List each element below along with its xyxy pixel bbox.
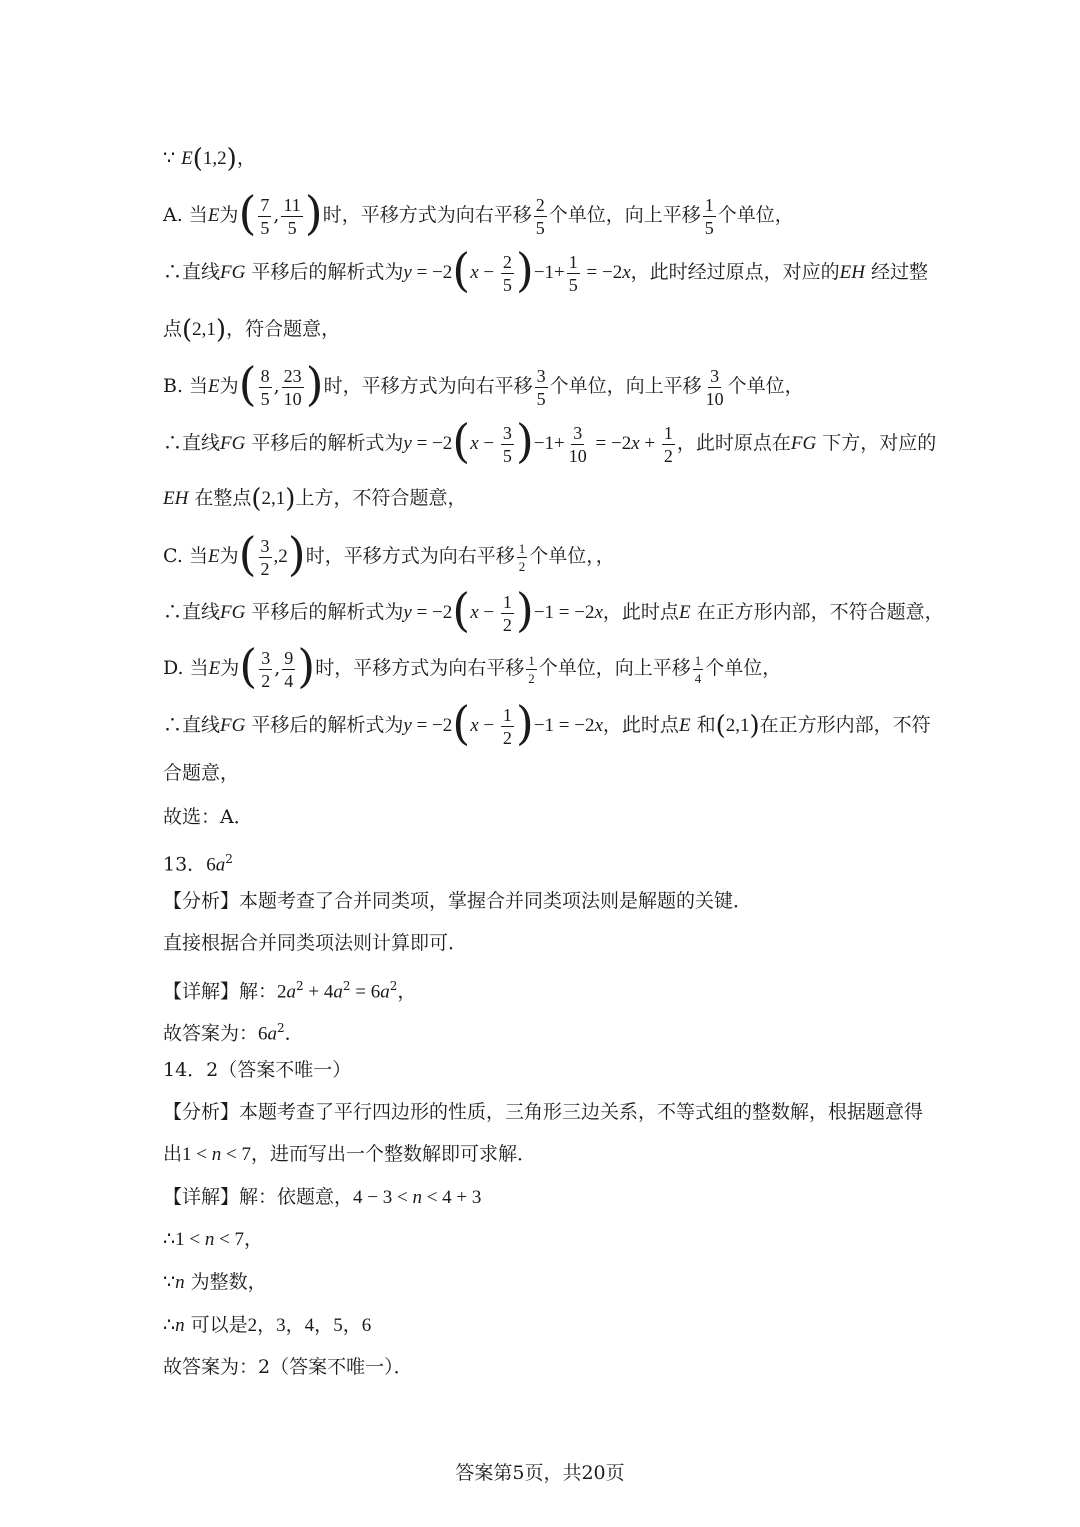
q14-heading: 14．2（答案不唯一） <box>163 1059 352 1081</box>
q13-direct: 直接根据合并同类项法则计算即可． <box>163 932 468 954</box>
q14-step-3: ∴n 可以是2，3，4，5，6 <box>163 1314 372 1336</box>
q14-analysis-cont: 出1 < n < 7，进而写出一个整数解即可求解． <box>163 1143 536 1165</box>
option-a-cont: 点(2,1)，符合题意， <box>163 315 341 345</box>
page-footer: 答案第5页，共20页 <box>455 1462 625 1484</box>
line-given-E: ∵ E(1,2)， <box>163 144 256 174</box>
q14-answer: 故答案为：2（答案不唯一）． <box>163 1356 413 1378</box>
q13-heading: 13．$6a^2$ <box>163 852 233 876</box>
option-d-equation: ∴直线FG 平移后的解析式为y = −2(x − $\frac{1}{2}$ )−1 = −2x，此时点E 和(2,1)在正方形内部，不符 <box>163 696 931 750</box>
q13-detail: 【详解】解：$2a^2 + 4a^2 = 6a^2$， <box>163 979 417 1003</box>
q14-detail: 【详解】解：依题意，4 − 3 < n < 4 + 3 <box>163 1186 482 1208</box>
option-b-cont: EH 在整点(2,1)上方，不符合题意， <box>163 484 467 514</box>
q14-step-1: ∴1 < n < 7， <box>163 1228 264 1250</box>
option-d-intro: D. 当E为( $\frac{3}{2}$ , $\frac{9}{4}$ )时，平移方式为向右平移 $\frac{1}{2}$ 个单位，向上平移 $\frac{1}{4}$ 个单位， <box>163 639 782 693</box>
q14-analysis: 【分析】本题考查了平行四边形的性质，三角形三边关系，不等式组的整数解，根据题意得 <box>163 1101 924 1123</box>
option-b-intro: B. 当E为( $\frac{8}{5}$ , $\frac{23}{10}$ )时，平移方式为向右平移 $\frac{3}{5}$ 个单位，向上平移 $\frac{3}{10}$ 个单位， <box>163 357 804 411</box>
option-c-equation: ∴直线FG 平移后的解析式为y = −2(x − $\frac{1}{2}$ )−1 = −2x，此时点E 在正方形内部，不符合题意， <box>163 583 944 637</box>
option-a-intro: A. 当E为( $\frac{7}{5}$ , $\frac{11}{5}$ )时，平移方式为向右平移 $\frac{2}{5}$ 个单位，向上平移 $\frac{1}{5}$ 个单位， <box>163 186 794 240</box>
option-b-equation: ∴直线FG 平移后的解析式为y = −2(x − $\frac{3}{5}$ )−1+ $\frac{3}{10}$ = −2x + $\frac{1}{2}$ ，此时原点在FG 下方，对应的 <box>163 414 937 468</box>
option-a-equation: ∴直线FG 平移后的解析式为y = −2(x − $\frac{2}{5}$ )−1+ $\frac{1}{5}$ = −2x，此时经过原点，对应的EH 经过整 <box>163 243 929 297</box>
q13-analysis: 【分析】本题考查了合并同类项，掌握合并同类项法则是解题的关键． <box>163 890 753 912</box>
option-c-intro: C. 当E为( $\frac{3}{2}$ ,2)时，平移方式为向右平移 $\frac{1}{2}$ 个单位，， <box>163 527 615 581</box>
option-d-cont: 合题意， <box>163 762 240 784</box>
q14-step-2: ∵n 为整数， <box>163 1271 267 1293</box>
q13-answer: 故答案为：$6a^2$． <box>163 1021 304 1045</box>
choice-answer: 故选：A． <box>163 806 253 828</box>
